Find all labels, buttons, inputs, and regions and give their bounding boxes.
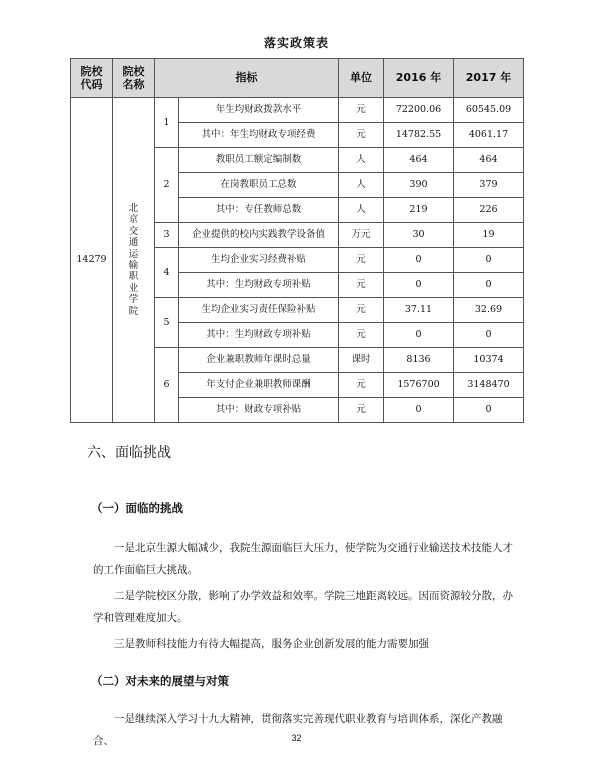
indicator-cell: 其中：专任教师总数 (179, 198, 339, 223)
header-unit: 单位 (339, 59, 384, 98)
value-2017-cell: 4061.17 (454, 123, 524, 148)
value-2016-cell: 464 (384, 148, 454, 173)
value-2016-cell: 219 (384, 198, 454, 223)
unit-cell: 人 (339, 173, 384, 198)
value-2017-cell: 3148470 (454, 373, 524, 398)
unit-cell: 元 (339, 298, 384, 323)
indicator-cell: 企业兼职教师年课时总量 (179, 348, 339, 373)
school-code-cell: 14279 (71, 98, 113, 423)
indicator-cell: 生均企业实习责任保险补贴 (179, 298, 339, 323)
table-header-row (71, 59, 524, 98)
header-2016: 2016 年 (384, 59, 454, 98)
value-2016-cell: 72200.06 (384, 98, 454, 123)
value-2016-cell: 37.11 (384, 298, 454, 323)
value-2016-cell: 0 (384, 248, 454, 273)
unit-cell: 元 (339, 273, 384, 298)
unit-cell: 课时 (339, 348, 384, 373)
header-code: 院校代码 (71, 59, 113, 98)
unit-cell: 元 (339, 398, 384, 423)
unit-cell: 元 (339, 123, 384, 148)
value-2016-cell: 30 (384, 223, 454, 248)
value-2017-cell: 19 (454, 223, 524, 248)
indicator-cell: 其中：年生均财政专项经费 (179, 123, 339, 148)
value-2016-cell: 0 (384, 323, 454, 348)
indicator-cell: 企业提供的校内实践教学设备值 (179, 223, 339, 248)
unit-cell: 人 (339, 198, 384, 223)
value-2017-cell: 60545.09 (454, 98, 524, 123)
value-2017-cell: 10374 (454, 348, 524, 373)
header-name: 院校名称 (113, 59, 155, 98)
group-number-cell: 5 (155, 298, 179, 348)
group-number-cell: 1 (155, 98, 179, 148)
indicator-cell: 其中：生均财政专项补贴 (179, 273, 339, 298)
value-2017-cell: 226 (454, 198, 524, 223)
subsection-heading-outlook: （二）对未来的展望与对策 (91, 674, 229, 688)
page-number: 32 (291, 733, 302, 743)
value-2017-cell: 464 (454, 148, 524, 173)
indicator-cell: 年生均财政拨款水平 (179, 98, 339, 123)
subsection-heading-challenges: （一）面临的挑战 (91, 501, 183, 515)
indicator-cell: 其中：生均财政专项补贴 (179, 323, 339, 348)
unit-cell: 元 (339, 98, 384, 123)
value-2017-cell: 32.69 (454, 298, 524, 323)
unit-cell: 元 (339, 323, 384, 348)
value-2016-cell: 390 (384, 173, 454, 198)
paragraph-challenge-3: 三是教师科技能力有待大幅提高，服务企业创新发展的能力需要加强 (114, 638, 429, 650)
unit-cell: 万元 (339, 223, 384, 248)
indicator-cell: 生均企业实习经费补贴 (179, 248, 339, 273)
group-number-cell: 4 (155, 248, 179, 298)
header-2017: 2017 年 (454, 59, 524, 98)
value-2017-cell: 379 (454, 173, 524, 198)
indicator-cell: 在岗教职员工总数 (179, 173, 339, 198)
policy-table (70, 58, 524, 423)
value-2016-cell: 14782.55 (384, 123, 454, 148)
table-title: 落实政策表 (263, 36, 329, 50)
value-2016-cell: 8136 (384, 348, 454, 373)
indicator-cell: 年支付企业兼职教师课酬 (179, 373, 339, 398)
section-heading: 六、面临挑战 (87, 445, 171, 461)
value-2016-cell: 1576700 (384, 373, 454, 398)
value-2017-cell: 0 (454, 248, 524, 273)
value-2017-cell: 0 (454, 323, 524, 348)
value-2016-cell: 0 (384, 398, 454, 423)
value-2017-cell: 0 (454, 398, 524, 423)
school-name-cell: 北京交通运输职业学院 (113, 98, 155, 423)
group-number-cell: 6 (155, 348, 179, 423)
paragraph-challenge-2: 二是学院校区分散，影响了办学效益和效率。学院三地距离较远。因而资源较分散，办学和管理难度加大。 (93, 590, 513, 624)
value-2016-cell: 0 (384, 273, 454, 298)
unit-cell: 人 (339, 148, 384, 173)
indicator-cell: 其中：财政专项补贴 (179, 398, 339, 423)
header-indicator: 指标 (155, 59, 339, 98)
indicator-cell: 教职员工额定编制数 (179, 148, 339, 173)
table-row (71, 98, 524, 123)
paragraph-challenge-1: 一是北京生源大幅减少，我院生源面临巨大压力，使学院为交通行业输送技术技能人才的工作面临巨大挑战。 (93, 542, 513, 576)
group-number-cell: 2 (155, 148, 179, 223)
value-2017-cell: 0 (454, 273, 524, 298)
unit-cell: 元 (339, 373, 384, 398)
paragraph-outlook-1: 一是继续深入学习十九大精神，贯彻落实完善现代职业教育与培训体系，深化产教融合、 (93, 713, 503, 747)
group-number-cell: 3 (155, 223, 179, 248)
unit-cell: 元 (339, 248, 384, 273)
